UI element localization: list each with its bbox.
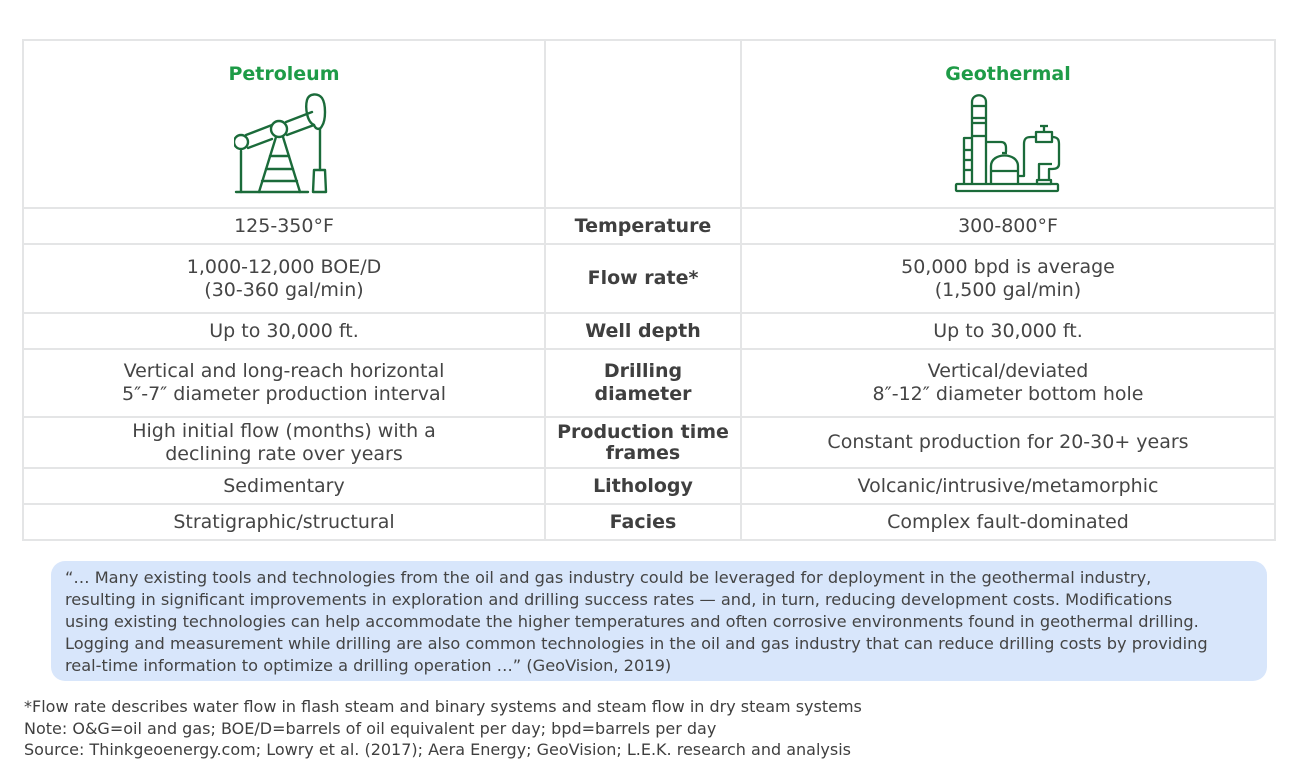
comparison-table	[22, 39, 1276, 541]
geothermal-drilling-diameter: Vertical/deviated 8″-12″ diameter bottom hole	[741, 349, 1275, 417]
geothermal-header-cell	[741, 40, 1275, 208]
table-row	[23, 504, 1275, 540]
geothermal-title: Geothermal	[945, 63, 1071, 85]
petroleum-title: Petroleum	[228, 63, 340, 85]
middle-header-cell	[545, 40, 741, 208]
quote-line: Logging and measurement while drilling are also common technologies in the oil and gas industry that can reduce drilling costs by providing	[65, 634, 1208, 653]
petroleum-facies: Stratigraphic/structural	[23, 504, 545, 540]
geothermal-facies: Complex fault-dominated	[741, 504, 1275, 540]
geothermal-temperature: 300-800°F	[741, 208, 1275, 244]
quote-line: using existing technologies can help accommodate the higher temperatures and often corrosive environments found in geothermal drilling.	[65, 612, 1199, 631]
row-label-lithology: Lithology	[545, 468, 741, 504]
row-label-facies: Facies	[545, 504, 741, 540]
table-row	[23, 468, 1275, 504]
table-row	[23, 208, 1275, 244]
abbreviation-note: Note: O&G=oil and gas; BOE/D=barrels of oil equivalent per day; bpd=barrels per day	[24, 718, 717, 738]
table-row	[23, 349, 1275, 417]
petroleum-header-cell	[23, 40, 545, 208]
geothermal-production-time: Constant production for 20-30+ years	[741, 417, 1275, 468]
table-row	[23, 313, 1275, 349]
oil-pumpjack-icon	[234, 92, 334, 196]
geothermal-lithology: Volcanic/intrusive/metamorphic	[741, 468, 1275, 504]
table-row	[23, 244, 1275, 313]
petroleum-lithology: Sedimentary	[23, 468, 545, 504]
footnotes	[24, 696, 862, 761]
source-note: Source: Thinkgeoenergy.com; Lowry et al. (2017); Aera Energy; GeoVision; L.E.K. research and analysis	[24, 740, 851, 759]
quote-line: resulting in significant improvements in exploration and drilling success rates — and, in turn, reducing development costs. Modifications	[65, 590, 1173, 609]
quote-box	[51, 561, 1267, 681]
petroleum-production-time: High initial flow (months) with a declining rate over years	[23, 417, 545, 468]
row-label-flow-rate: Flow rate*	[545, 244, 741, 313]
petroleum-well-depth: Up to 30,000 ft.	[23, 313, 545, 349]
petroleum-flow-rate: 1,000-12,000 BOE/D (30-360 gal/min)	[23, 244, 545, 313]
geothermal-flow-rate: 50,000 bpd is average (1,500 gal/min)	[741, 244, 1275, 313]
row-label-well-depth: Well depth	[545, 313, 741, 349]
header-row	[23, 40, 1275, 208]
petroleum-temperature: 125-350°F	[23, 208, 545, 244]
geothermal-plant-icon	[954, 92, 1062, 194]
flow-rate-footnote: *Flow rate describes water flow in flash steam and binary systems and steam flow in dry steam systems	[24, 697, 862, 716]
quote-line: “… Many existing tools and technologies from the oil and gas industry could be leveraged for deployment in the geothermal industry,	[65, 568, 1152, 587]
row-label-drilling-diameter: Drilling diameter	[545, 349, 741, 417]
petroleum-drilling-diameter: Vertical and long-reach horizontal 5″-7″ diameter production interval	[23, 349, 545, 417]
row-label-temperature: Temperature	[545, 208, 741, 244]
table-row	[23, 417, 1275, 468]
geothermal-well-depth: Up to 30,000 ft.	[741, 313, 1275, 349]
row-label-production-time: Production time frames	[545, 417, 741, 468]
quote-line: real-time information to optimize a drilling operation …” (GeoVision, 2019)	[65, 656, 672, 675]
